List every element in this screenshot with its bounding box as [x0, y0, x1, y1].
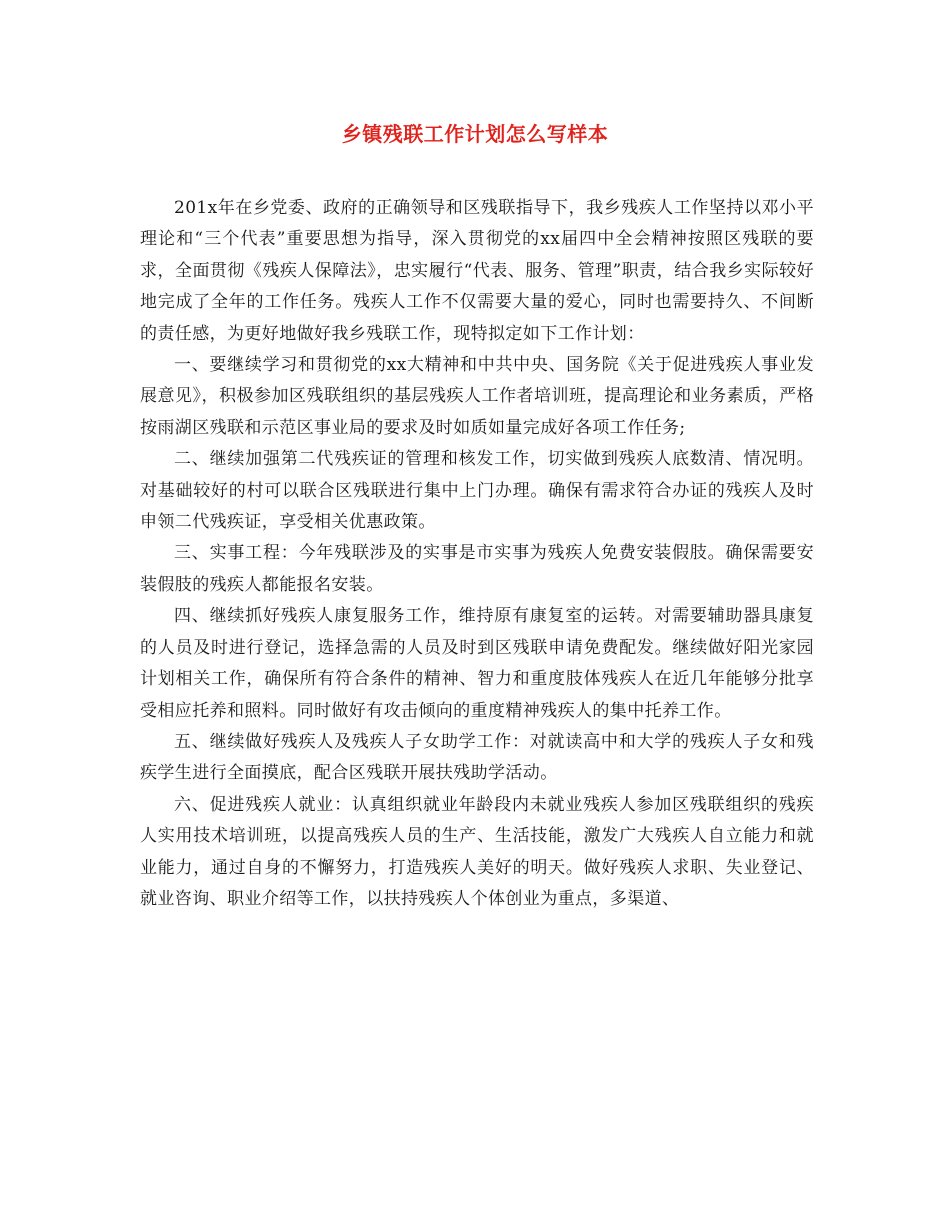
document-title: 乡镇残联工作计划怎么写样本: [341, 122, 609, 146]
paragraph-item-4: 四、继续抓好残疾人康复服务工作，维持原有康复室的运转。对需要辅助器具康复的人员及时进行登记，选择急需的人员及时到区残联申请免费配发。继续做好阳光家园计划相关工作，确保所有符合条件的精神、智力和重度肢体残疾人在近几年能够分批享受相应托养和照料。同时做好有攻击倾向的重度精神残疾人的集中托养工作。: [140, 606, 814, 721]
paragraph-intro: 201x年在乡党委、政府的正确领导和区残联指导下，我乡残疾人工作坚持以邓小平理论和“三个代表”重要思想为指导，深入贯彻党的xx届四中全会精神按照区残联的要求，全面贯彻《残疾人保障法》，忠实履行“代表、服务、管理”职责，结合我乡实际较好地完成了全年的工作任务。残疾人工作不仅需要大量的爱心，同时也需要持久、不间断的责任感，为更好地做好我乡残联工作，现特拟定如下工作计划：: [140, 198, 814, 344]
paragraph-item-6: 六、促进残疾人就业：认真组织就业年龄段内未就业残疾人参加区残联组织的残疾人实用技术培训班，以提高残疾人员的生产、生活技能，激发广大残疾人自立能力和就业能力，通过自身的不懈努力，打造残疾人美好的明天。做好残疾人求职、失业登记、就业咨询、职业介绍等工作，以扶持残疾人个体创业为重点，多渠道、: [140, 794, 814, 909]
paragraph-item-5: 五、继续做好残疾人及残疾人子女助学工作：对就读高中和大学的残疾人子女和残疾学生进行全面摸底，配合区残联开展扶残助学活动。: [140, 731, 814, 784]
document-body: [140, 193, 814, 915]
paragraph-item-1: 一、要继续学习和贯彻党的xx大精神和中共中央、国务院《关于促进残疾人事业发展意见》，积极参加区残联组织的基层残疾人工作者培训班，提高理论和业务素质，严格按雨湖区残联和示范区事业局的要求及时如质如量完成好各项工作任务;: [140, 355, 814, 438]
paragraph-item-3: 三、实事工程：今年残联涉及的实事是市实事为残疾人免费安装假肢。确保需要安装假肢的残疾人都能报名安装。: [140, 543, 814, 595]
paragraph-item-2: 二、继续加强第二代残疾证的管理和核发工作，切实做到残疾人底数清、情况明。对基础较好的村可以联合区残联进行集中上门办理。确保有需求符合办证的残疾人及时申领二代残疾证，享受相关优惠政策。: [140, 449, 814, 533]
